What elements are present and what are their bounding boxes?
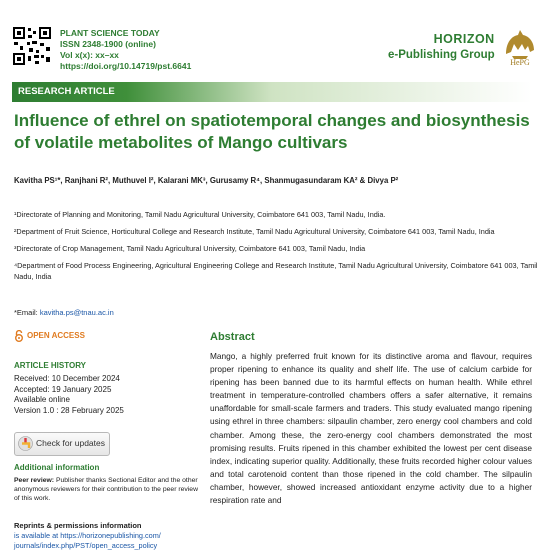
article-title: Influence of ethrel on spatiotemporal changes and biosynthesis of volatile metabolites of Mango cultivars bbox=[14, 111, 530, 152]
article-history bbox=[14, 374, 124, 416]
open-access-label: OPEN ACCESS bbox=[27, 331, 85, 340]
affiliation-3: ³Directorate of Crop Management, Tamil Nadu Agricultural University, Coimbatore 641 003, Tamil Nadu, India bbox=[14, 244, 366, 253]
publisher-logo-text: HePG bbox=[510, 58, 530, 67]
affiliation-2: ²Department of Fruit Science, Horticultural College and Research Institute, Tamil Nadu Agricultural University, Coimbatore 641 003, Tamil Nadu, India bbox=[14, 227, 495, 236]
publisher-name bbox=[388, 32, 495, 61]
reprints-heading: Reprints & permissions information bbox=[14, 521, 142, 530]
peer-review-note bbox=[14, 476, 200, 503]
abstract-heading: Abstract bbox=[210, 331, 255, 343]
received-date: Received: 10 December 2024 bbox=[14, 374, 120, 383]
abstract-text: Mango, a highly preferred fruit known for its distinctive aroma and flavour, requires proper ripening to enhance its quality and shelf life. The use of calcium carbide for ripening has been banned due to its harmful effects on human health. While ethrel treatment in temperature-controlled chambers offers a safer alternative, it remains unaffordable for small-scale farmers and traders. This study evaluated mango ripening using ethrel in three chambers: silpaulin chamber, zero energy cool chambers and cold chamber. Among these, the zero-energy cool chambers demonstrated the most promising results. Fruits ripened in this chamber exhibited the lowest per cent disease index, indicating superior quality. Additionally, these fruits recorded higher colour values and total carotenoid content than those ripened in the cold chamber. The silpaulin chamber, however, showed increased antioxidant enzyme activity due to a higher respiration rate and bbox=[210, 351, 532, 506]
article-history-heading: ARTICLE HISTORY bbox=[14, 361, 87, 370]
peer-review-label: Peer review: bbox=[14, 477, 55, 484]
journal-issn: ISSN 2348-1900 (online) bbox=[60, 39, 156, 49]
available-online: Available online bbox=[14, 395, 70, 404]
article-type: RESEARCH ARTICLE bbox=[18, 86, 115, 97]
check-for-updates-label: Check for updates bbox=[36, 438, 105, 448]
affiliation-4: ⁴Department of Food Process Engineering, Agricultural Engineering College and Research Institute, Tamil Nadu Agricultural University, Coimbatore 641 003, Tamil Nadu, India bbox=[14, 261, 538, 281]
open-access-lock-icon bbox=[14, 330, 24, 342]
correspondence-email bbox=[14, 308, 114, 317]
journal-info bbox=[60, 28, 191, 72]
qr-code-icon bbox=[12, 26, 52, 66]
check-for-updates-button[interactable] bbox=[14, 432, 110, 456]
affiliation-1: ¹Directorate of Planning and Monitoring, Tamil Nadu Agricultural University, Coimbatore 641 003, Tamil Nadu, India. bbox=[14, 210, 386, 219]
publisher-line2: e-Publishing Group bbox=[388, 49, 495, 61]
email-address[interactable]: kavitha.ps@tnau.ac.in bbox=[39, 308, 114, 317]
author-list: Kavitha PS¹*, Ranjhani R², Muthuvel I², Kalarani MK³, Gurusamy R⁴, Shanmugasundaram KA² & Divya P² bbox=[14, 176, 399, 185]
reprints-link[interactable]: is available at https://horizonepublishing.com/ journals/index.php/PST/open_access_policy bbox=[14, 531, 161, 550]
accepted-date: Accepted: 19 January 2025 bbox=[14, 384, 112, 394]
peer-review-text: Publisher thanks Sectional Editor and the other anonymous reviewers for their contribution to the peer review of this work. bbox=[14, 477, 198, 502]
journal-volume: Vol x(x): xx–xx bbox=[60, 50, 119, 60]
journal-name: PLANT SCIENCE TODAY bbox=[60, 28, 160, 38]
additional-info-heading: Additional information bbox=[14, 463, 100, 472]
article-type-banner bbox=[12, 82, 532, 102]
email-label: *Email: bbox=[14, 308, 40, 317]
version-date: Version 1.0 : 28 February 2025 bbox=[14, 405, 124, 415]
crossmark-icon bbox=[18, 436, 33, 451]
publisher-line1: HORIZON bbox=[433, 32, 495, 46]
doi-link[interactable]: https://doi.org/10.14719/pst.6641 bbox=[60, 61, 192, 71]
